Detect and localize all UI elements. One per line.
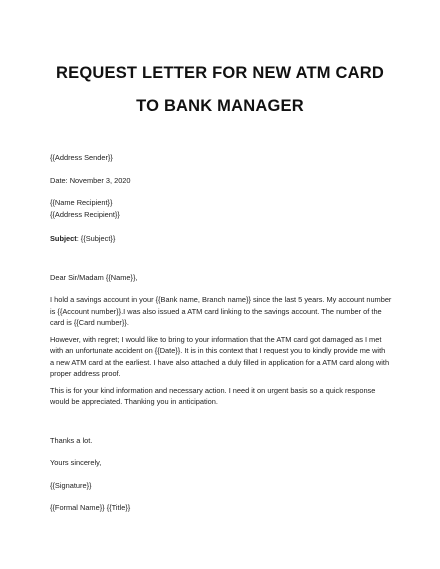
paragraph-line: card is {{Card number}}. (50, 318, 129, 327)
paragraph-line: However, with regret; I would like to bring to your information that the ATM card got damaged as I met (50, 334, 382, 344)
paragraph-line: proper address proof. (50, 369, 121, 378)
paragraph-line: a new ATM card at the earliest. I have also attached a duly filled in application for a ATM card along with (50, 357, 390, 367)
paragraph-line: I hold a savings account in your {{Bank name, Branch name}} since the last 5 years. My account number (50, 295, 392, 304)
paragraph-line: is {{Account number}}.I was also issued a ATM card linking to the savings account. The number of the (50, 306, 382, 316)
signature-placeholder: {{Signature}} (50, 480, 92, 490)
subject-value: : {{Subject}} (76, 234, 116, 243)
paragraph-closing-info (50, 385, 400, 408)
address-recipient: {{Address Recipient}} (50, 209, 120, 219)
letter-title-line-1: REQUEST LETTER FOR NEW ATM CARD (56, 64, 384, 82)
address-sender: {{Address Sender}} (50, 153, 113, 162)
salutation: Dear Sir/Madam {{Name}}, (50, 272, 138, 282)
letter-title-line-2: TO BANK MANAGER (136, 97, 304, 115)
paragraph-line: would be appreciated. Thanking you in anticipation. (50, 397, 218, 406)
closing-thanks: Thanks a lot. (50, 435, 93, 445)
paragraph-request (50, 334, 400, 380)
letter-date: Date: November 3, 2020 (50, 175, 131, 185)
name-recipient: {{Name Recipient}} (50, 198, 113, 207)
letter-body (50, 152, 400, 514)
subject-label: Subject (50, 234, 77, 243)
subject-line (50, 233, 400, 245)
closing-sincerely: Yours sincerely, (50, 458, 102, 467)
paragraph-line: with an unfortunate accident on {{Date}}. It is in this context that I request you to kindly provide me with (50, 346, 386, 355)
paragraph-line: This is for your kind information and necessary action. I need it on urgent basis so a quick response (50, 385, 376, 395)
formal-name-title: {{Formal Name}} {{Title}} (50, 503, 131, 512)
paragraph-account-info (50, 294, 400, 329)
